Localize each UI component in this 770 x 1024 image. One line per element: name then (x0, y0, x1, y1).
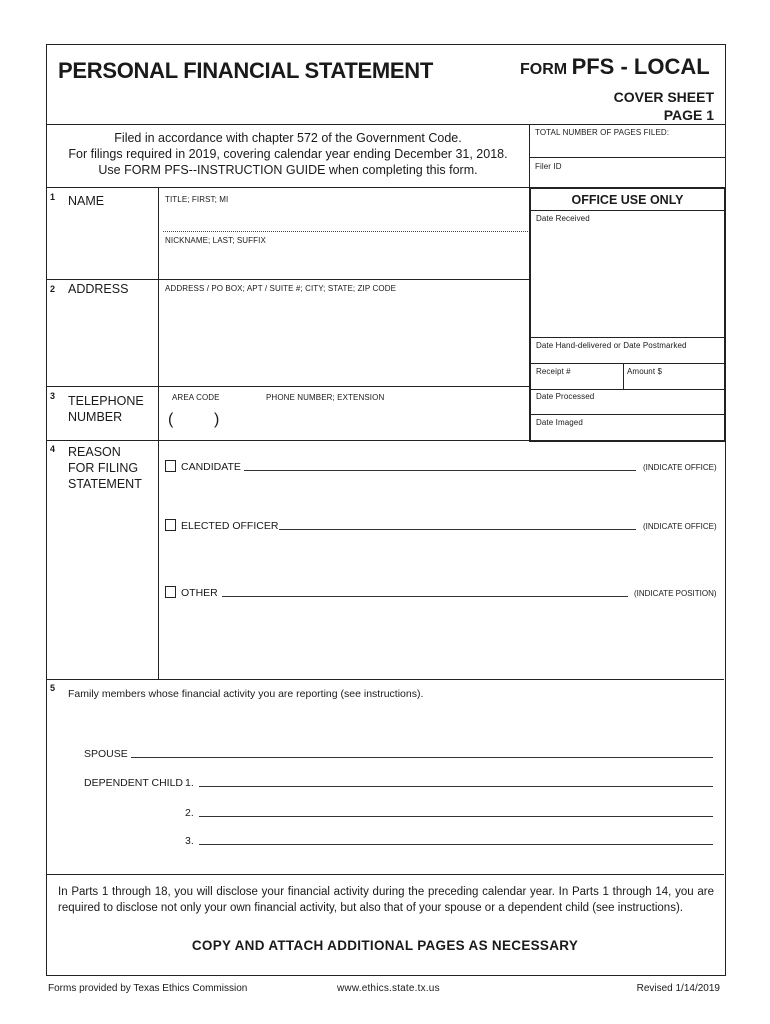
dependent-child-1-field[interactable] (199, 786, 713, 787)
name-title-first-mi-label: TITLE; FIRST; MI (165, 195, 229, 204)
office-use-box (529, 187, 726, 442)
name-dotted-separator (163, 231, 528, 232)
other-hint: (INDICATE POSITION) (634, 589, 717, 598)
spouse-label: SPOUSE (84, 748, 128, 760)
name-title-first-mi-field[interactable] (160, 205, 528, 229)
section2-top (46, 279, 530, 280)
instructions-box (46, 130, 530, 178)
section4-top (46, 440, 724, 441)
instructions-line-1: Filed in accordance with chapter 572 of the Government Code. (114, 131, 462, 145)
family-intro: Family members whose financial activity you are reporting (see instructions). (68, 688, 424, 700)
date-hand-delivered-label: Date Hand-delivered or Date Postmarked (536, 341, 687, 350)
elected-officer-hint: (INDICATE OFFICE) (643, 522, 717, 531)
elected-officer-checkbox[interactable] (165, 519, 176, 531)
notice-top (46, 874, 724, 875)
office-divider-4 (531, 414, 724, 415)
footer-provider: Forms provided by Texas Ethics Commission (48, 983, 248, 994)
candidate-checkbox[interactable] (165, 460, 176, 472)
address-label: ADDRESS (68, 282, 129, 296)
form-prefix: FORM (520, 61, 568, 78)
reason-label-line-2: FOR FILING (68, 461, 139, 475)
area-code-field[interactable] (178, 410, 212, 430)
telephone-label-line-2: NUMBER (68, 410, 123, 424)
form-id (520, 54, 710, 80)
office-divider-3 (531, 389, 724, 390)
form-name: PFS - LOCAL (571, 54, 710, 79)
cover-sheet-label: COVER SHEET (613, 89, 714, 105)
footer-revised: Revised 1/14/2019 (636, 983, 720, 994)
instructions-line-2: For filings required in 2019, covering calendar year ending December 31, 2018. (68, 147, 508, 161)
section5-top (46, 679, 724, 680)
spouse-field[interactable] (131, 757, 713, 758)
date-processed-label: Date Processed (536, 392, 595, 401)
filer-id-field[interactable] (530, 172, 724, 186)
address-sublabel: ADDRESS / PO BOX; APT / SUITE #; CITY; STATE; ZIP CODE (165, 284, 397, 293)
name-nickname-last-suffix-field[interactable] (160, 246, 528, 278)
date-received-label: Date Received (536, 214, 590, 223)
section4-number: 4 (50, 444, 56, 454)
phone-number-field[interactable] (230, 410, 526, 430)
office-divider-2 (531, 363, 724, 364)
elected-officer-label: ELECTED OFFICER (181, 520, 279, 532)
area-code-label: AREA CODE (172, 393, 220, 402)
copy-attach-notice: COPY AND ATTACH ADDITIONAL PAGES AS NECESSARY (191, 938, 579, 953)
dependent-child-label: DEPENDENT CHILD (84, 777, 183, 789)
form-title: PERSONAL FINANCIAL STATEMENT (58, 58, 433, 83)
dependent-child-2-number: 2. (185, 807, 194, 819)
reason-label-line-3: STATEMENT (68, 477, 142, 491)
phone-number-label: PHONE NUMBER; EXTENSION (266, 393, 385, 402)
area-code-open-paren: ( (168, 411, 174, 428)
office-use-title: OFFICE USE ONLY (571, 193, 684, 207)
total-pages-label: TOTAL NUMBER OF PAGES FILED: (535, 128, 670, 137)
header-divider (46, 124, 726, 125)
dependent-child-1-number: 1. (185, 777, 194, 789)
reason-label-line-1: REASON (68, 445, 121, 459)
candidate-hint: (INDICATE OFFICE) (643, 463, 717, 472)
name-nickname-last-suffix-label: NICKNAME; LAST; SUFFIX (165, 236, 266, 245)
candidate-office-field[interactable] (244, 470, 636, 471)
date-imaged-label: Date Imaged (536, 418, 583, 427)
total-pages-divider (529, 157, 725, 158)
section5-number: 5 (50, 683, 56, 693)
page-number: PAGE 1 (663, 107, 714, 123)
elected-officer-office-field[interactable] (279, 529, 636, 530)
reason-label (68, 444, 142, 492)
notice-paragraph: In Parts 1 through 18, you will disclose your financial activity during the preceding calendar year. In Parts 1 through 14, you are required to disclose not only your own financial activity, but also that of your spouse or a dependent child (see instructions). (58, 886, 714, 914)
filer-id-label: Filer ID (535, 162, 562, 171)
section1-number: 1 (50, 192, 56, 202)
name-label: NAME (68, 194, 105, 208)
other-label: OTHER (181, 587, 218, 599)
other-checkbox[interactable] (165, 586, 176, 598)
label-column-divider (158, 187, 159, 679)
candidate-label: CANDIDATE (181, 461, 241, 473)
telephone-label (68, 393, 144, 425)
office-title-divider (531, 210, 724, 211)
dependent-child-3-number: 3. (185, 835, 194, 847)
section1-top (46, 187, 530, 188)
dependent-child-2-field[interactable] (199, 816, 713, 817)
office-divider-1 (531, 337, 724, 338)
receipt-amount-divider (623, 363, 624, 389)
other-position-field[interactable] (222, 596, 628, 597)
total-pages-field[interactable] (530, 138, 724, 156)
footer-website[interactable]: www.ethics.state.tx.us (337, 983, 440, 994)
amount-label: Amount $ (627, 367, 663, 376)
area-code-close-paren: ) (214, 411, 220, 428)
dependent-child-3-field[interactable] (199, 844, 713, 845)
section3-number: 3 (50, 391, 56, 401)
telephone-label-line-1: TELEPHONE (68, 394, 144, 408)
address-field[interactable] (160, 296, 528, 384)
instructions-line-3: Use FORM PFS--INSTRUCTION GUIDE when completing this form. (98, 163, 478, 177)
receipt-label: Receipt # (536, 367, 571, 376)
section3-top (46, 386, 530, 387)
section2-number: 2 (50, 284, 56, 294)
